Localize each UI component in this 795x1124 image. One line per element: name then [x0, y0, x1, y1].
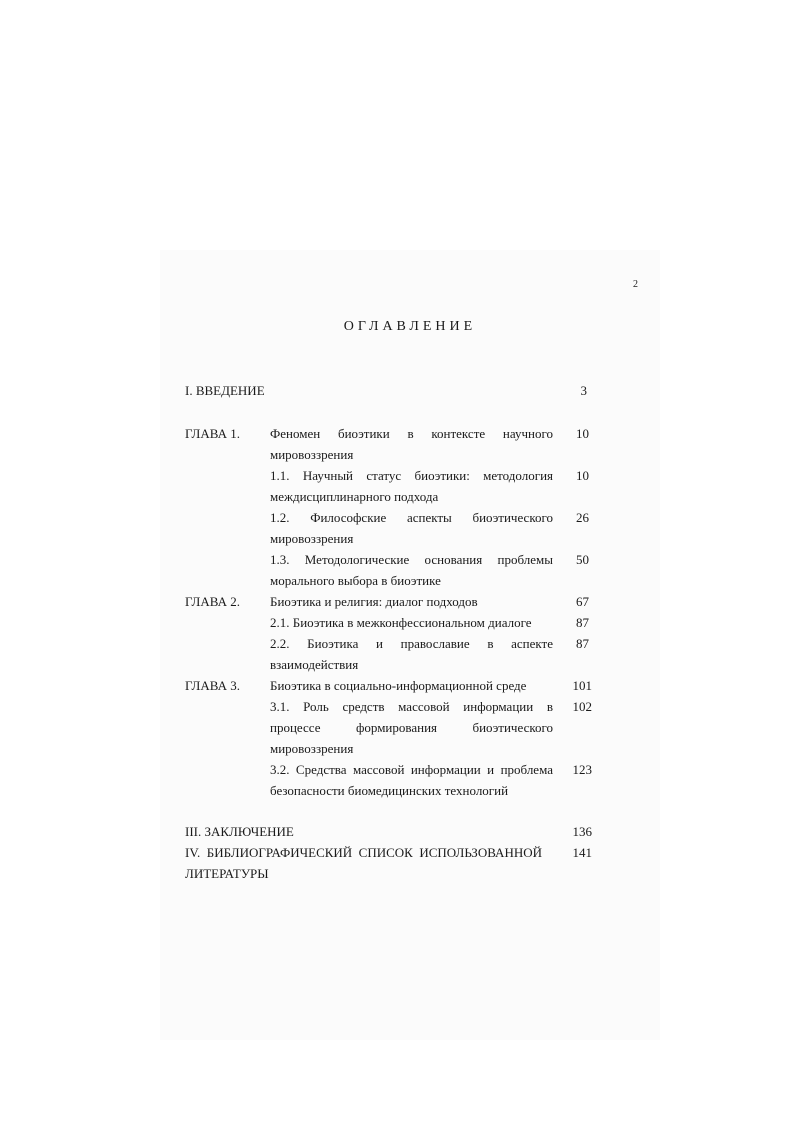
section-3-1-page: 102	[572, 699, 592, 714]
section-1-3-line-1: 1.3. Методологические основания проблемы	[270, 552, 553, 567]
section-1-1-line-1: 1.1. Научный статус биоэтики: методология	[270, 468, 553, 483]
section-3-1-line-3: мировоззрения	[270, 741, 354, 756]
section-1-1-page: 10	[576, 468, 589, 483]
toc-conclusion-label: III. ЗАКЛЮЧЕНИЕ	[185, 824, 294, 839]
section-3-1-line-2: процессе формирования биоэтического	[270, 720, 553, 735]
section-1-1-line-2: междисциплинарного подхода	[270, 489, 439, 504]
toc-intro-page: 3	[580, 383, 587, 398]
chapter-3-label: ГЛАВА 3.	[185, 678, 240, 693]
section-1-2-page: 26	[576, 510, 589, 525]
chapter-2-page: 67	[576, 594, 589, 609]
section-1-2-line-1: 1.2. Философские аспекты биоэтического	[270, 510, 553, 525]
section-1-2-line-2: мировоззрения	[270, 531, 354, 546]
section-1-3-page: 50	[576, 552, 589, 567]
chapter-2-label: ГЛАВА 2.	[185, 594, 240, 609]
section-2-2-page: 87	[576, 636, 589, 651]
section-1-3-line-2: морального выбора в биоэтике	[270, 573, 441, 588]
chapter-1-title-line-2: мировоззрения	[270, 447, 354, 462]
toc-bibliography-line-1: IV. БИБЛИОГРАФИЧЕСКИЙ СПИСОК ИСПОЛЬЗОВАННОЙ	[185, 845, 542, 860]
chapter-1-page: 10	[576, 426, 589, 441]
section-3-1-line-1: 3.1. Роль средств массовой информации в	[270, 699, 553, 714]
chapter-1-title-line-1: Феномен биоэтики в контексте научного	[270, 426, 553, 441]
section-3-2-page: 123	[572, 762, 592, 777]
section-2-2-line-1: 2.2. Биоэтика и православие в аспекте	[270, 636, 553, 651]
section-3-2-line-2: безопасности биомедицинских технологий	[270, 783, 509, 798]
toc-conclusion-page: 136	[572, 824, 592, 839]
chapter-3-title-line-1: Биоэтика в социально-информационной среде	[270, 678, 527, 693]
section-2-2-line-2: взаимодействия	[270, 657, 359, 672]
chapter-2-title-line-1: Биоэтика и религия: диалог подходов	[270, 594, 478, 609]
toc-bibliography-line-2: ЛИТЕРАТУРЫ	[185, 866, 269, 881]
section-3-2-line-1: 3.2. Средства массовой информации и проблема	[270, 762, 553, 777]
chapter-3-page: 101	[572, 678, 592, 693]
section-2-1-page: 87	[576, 615, 589, 630]
toc-bibliography-page: 141	[572, 845, 592, 860]
chapter-1-label: ГЛАВА 1.	[185, 426, 240, 441]
section-2-1-line-1: 2.1. Биоэтика в межконфессиональном диалоге	[270, 615, 532, 630]
toc-title: ОГЛАВЛЕНИЕ	[343, 319, 477, 334]
toc-intro-label: I. ВВЕДЕНИЕ	[185, 383, 265, 398]
page-number: 2	[633, 279, 638, 290]
